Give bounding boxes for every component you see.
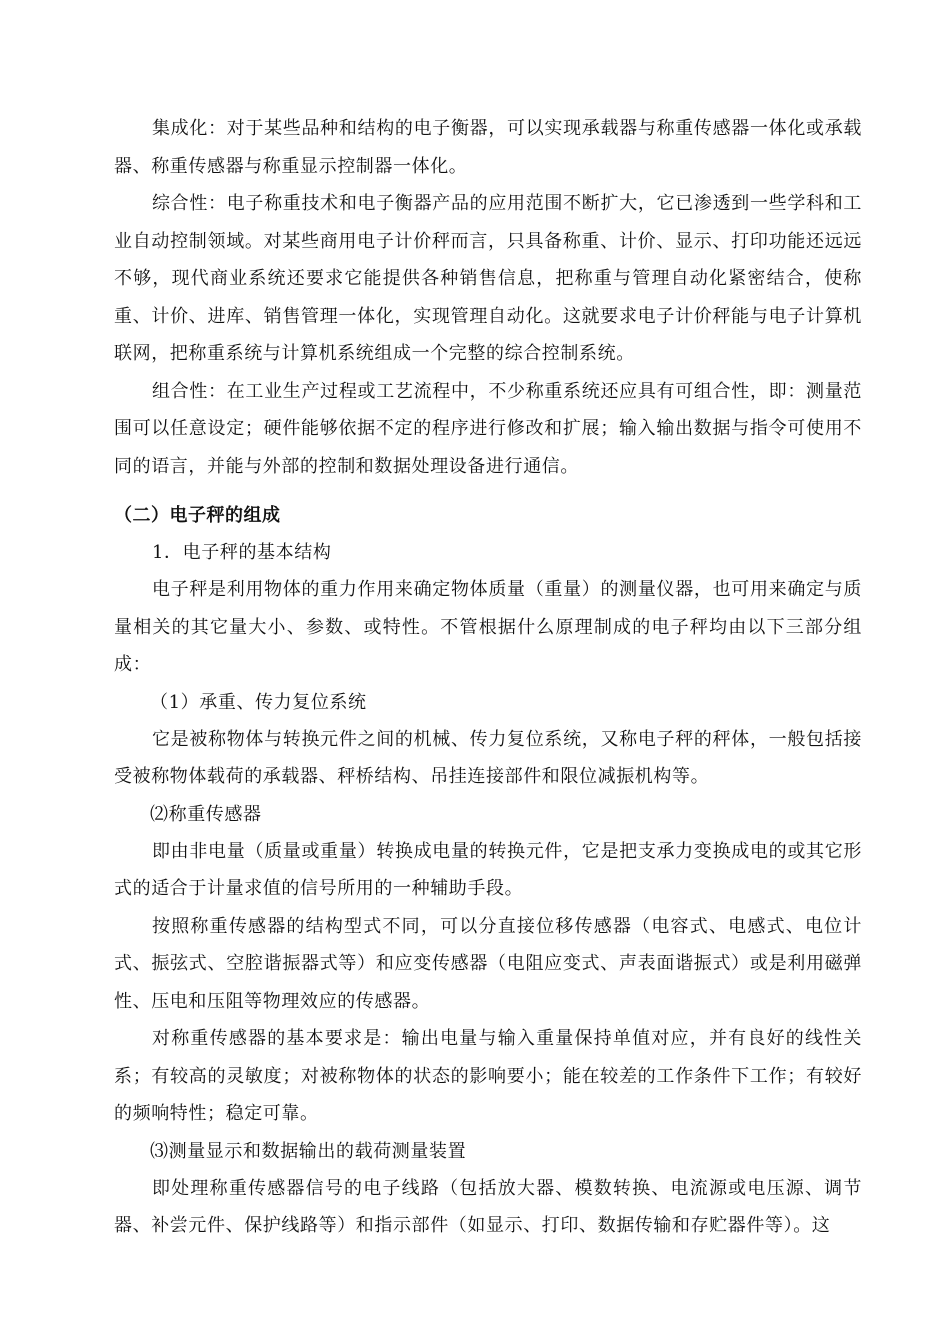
document-page	[114, 110, 862, 1245]
part-1-title: （1）承重、传力复位系统	[150, 691, 367, 713]
paragraph-part-1: 它是被称物体与转换元件之间的机械、传力复位系统，又称电子秤的秤体，一般包括接受被称物体载荷的承载器、秤桥结构、吊挂连接部件和限位减振机构等。	[114, 728, 862, 787]
paragraph-scale-intro: 电子秤是利用物体的重力作用来确定物体质量（重量）的测量仪器，也可用来确定与质量相关的其它量大小、参数、或特性。不管根据什么原理制成的电子秤均由以下三部分组成：	[114, 579, 862, 675]
section-heading: （二）电子秤的组成	[114, 505, 281, 526]
paragraph-integration: 集成化：对于某些品种和结构的电子衡器，可以实现承载器与称重传感器一体化或承载器、称重传感器与称重显示控制器一体化。	[114, 118, 862, 177]
paragraph-part-2-b: 按照称重传感器的结构型式不同，可以分直接位移传感器（电容式、电感式、电位计式、振弦式、空腔谐振器式等）和应变传感器（电阻应变式、声表面谐振式）或是利用磁弹性、压电和压阻等物理效应的传感器。	[114, 915, 862, 1012]
part-3-title: ⑶测量显示和数据输出的载荷测量装置	[150, 1140, 467, 1162]
paragraph-part-3: 即处理称重传感器信号的电子线路（包括放大器、模数转换、电流源或电压源、调节器、补尝元件、保护线路等）和指示部件（如显示、打印、数据传输和存贮器件等）。这	[114, 1177, 862, 1236]
paragraph-combinability: 组合性：在工业生产过程或工艺流程中，不少称重系统还应具有可组合性，即：测量范围可以任意设定；硬件能够依据不定的程序进行修改和扩展；输入输出数据与指令可使用不同的语言，并能与外部的控制和数据处理设备进行通信。	[114, 380, 862, 477]
paragraph-part-2-a: 即由非电量（质量或重量）转换成电量的转换元件，它是把支承力变换成电的或其它形式的适合于计量求值的信号所用的一种辅助手段。	[114, 840, 862, 899]
paragraph-comprehensiveness: 综合性：电子称重技术和电子衡器产品的应用范围不断扩大，它已渗透到一些学科和工业自动控制领域。对某些商用电子计价秤而言，只具备称重、计价、显示、打印功能还远远不够，现代商业系统还要求它能提供各种销售信息，把称重与管理自动化紧密结合，使称重、计价、进库、销售管理一体化，实现管理自动化。这就要求电子计价秤能与电子计算机联网，把称重系统与计算机系统组成一个完整的综合控制系统。	[114, 193, 862, 364]
part-2-title: ⑵称重传感器	[150, 803, 262, 825]
paragraph-part-2-c: 对称重传感器的基本要求是：输出电量与输入重量保持单值对应，并有良好的线性关系；有较高的灵敏度；对被称物体的状态的影响要小；能在较差的工作条件下工作；有较好的频响特性；稳定可靠。	[114, 1028, 862, 1124]
subsection-title: 1．电子秤的基本结构	[152, 542, 332, 563]
